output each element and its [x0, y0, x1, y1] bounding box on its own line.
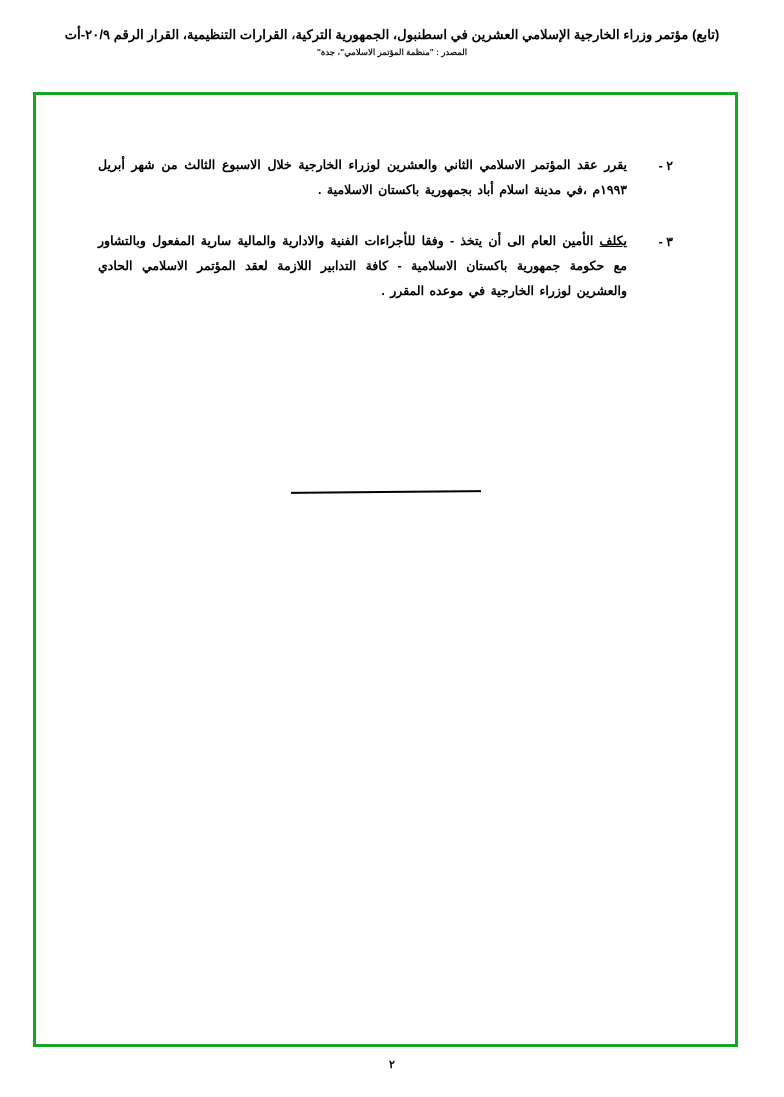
- clause-list: [98, 153, 673, 330]
- header-source: المصدر : "منظمة المؤتمر الاسلامي"، جدة": [316, 47, 468, 58]
- clause-number: ٢ -: [658, 159, 673, 173]
- page-header: [0, 26, 784, 58]
- header-title: (تابع) مؤتمر وزراء الخارجية الإسلامي العشرين في اسطنبول، الجمهورية التركية، القرارات التنظيمية، القرار الرقم ٢٠/٩-أت: [64, 27, 720, 42]
- clause-number: ٣ -: [658, 235, 673, 249]
- clause-text-rest: الأمين العام الى أن يتخذ - وفقا للأجراءات الفنية والادارية والمالية سارية المفعول وبالتشاور مع حكومة جمهورية باكستان الاسلامية - كافة التدابير اللازمة لعقد المؤتمر الاسلامي الحادي والعشرين لوزراء الخارجية في موعده المقرر .: [98, 234, 627, 298]
- content-frame: [33, 92, 738, 1047]
- page-number: ٢: [389, 1059, 395, 1071]
- clause-text: [98, 229, 627, 304]
- section-divider: [36, 480, 735, 498]
- clause-item: [98, 229, 673, 304]
- clause-underlined-word: يكلف: [599, 234, 627, 248]
- horizontal-rule-icon: [290, 490, 480, 494]
- clause-text: يقرر عقد المؤتمر الاسلامي الثاني والعشرين لوزراء الخارجية خلال الاسبوع الثالث من شهر أبريل ١٩٩٣م ،في مدينة اسلام أباد بجمهورية باكستان الاسلامية .: [98, 158, 627, 197]
- clause-item: [98, 153, 673, 203]
